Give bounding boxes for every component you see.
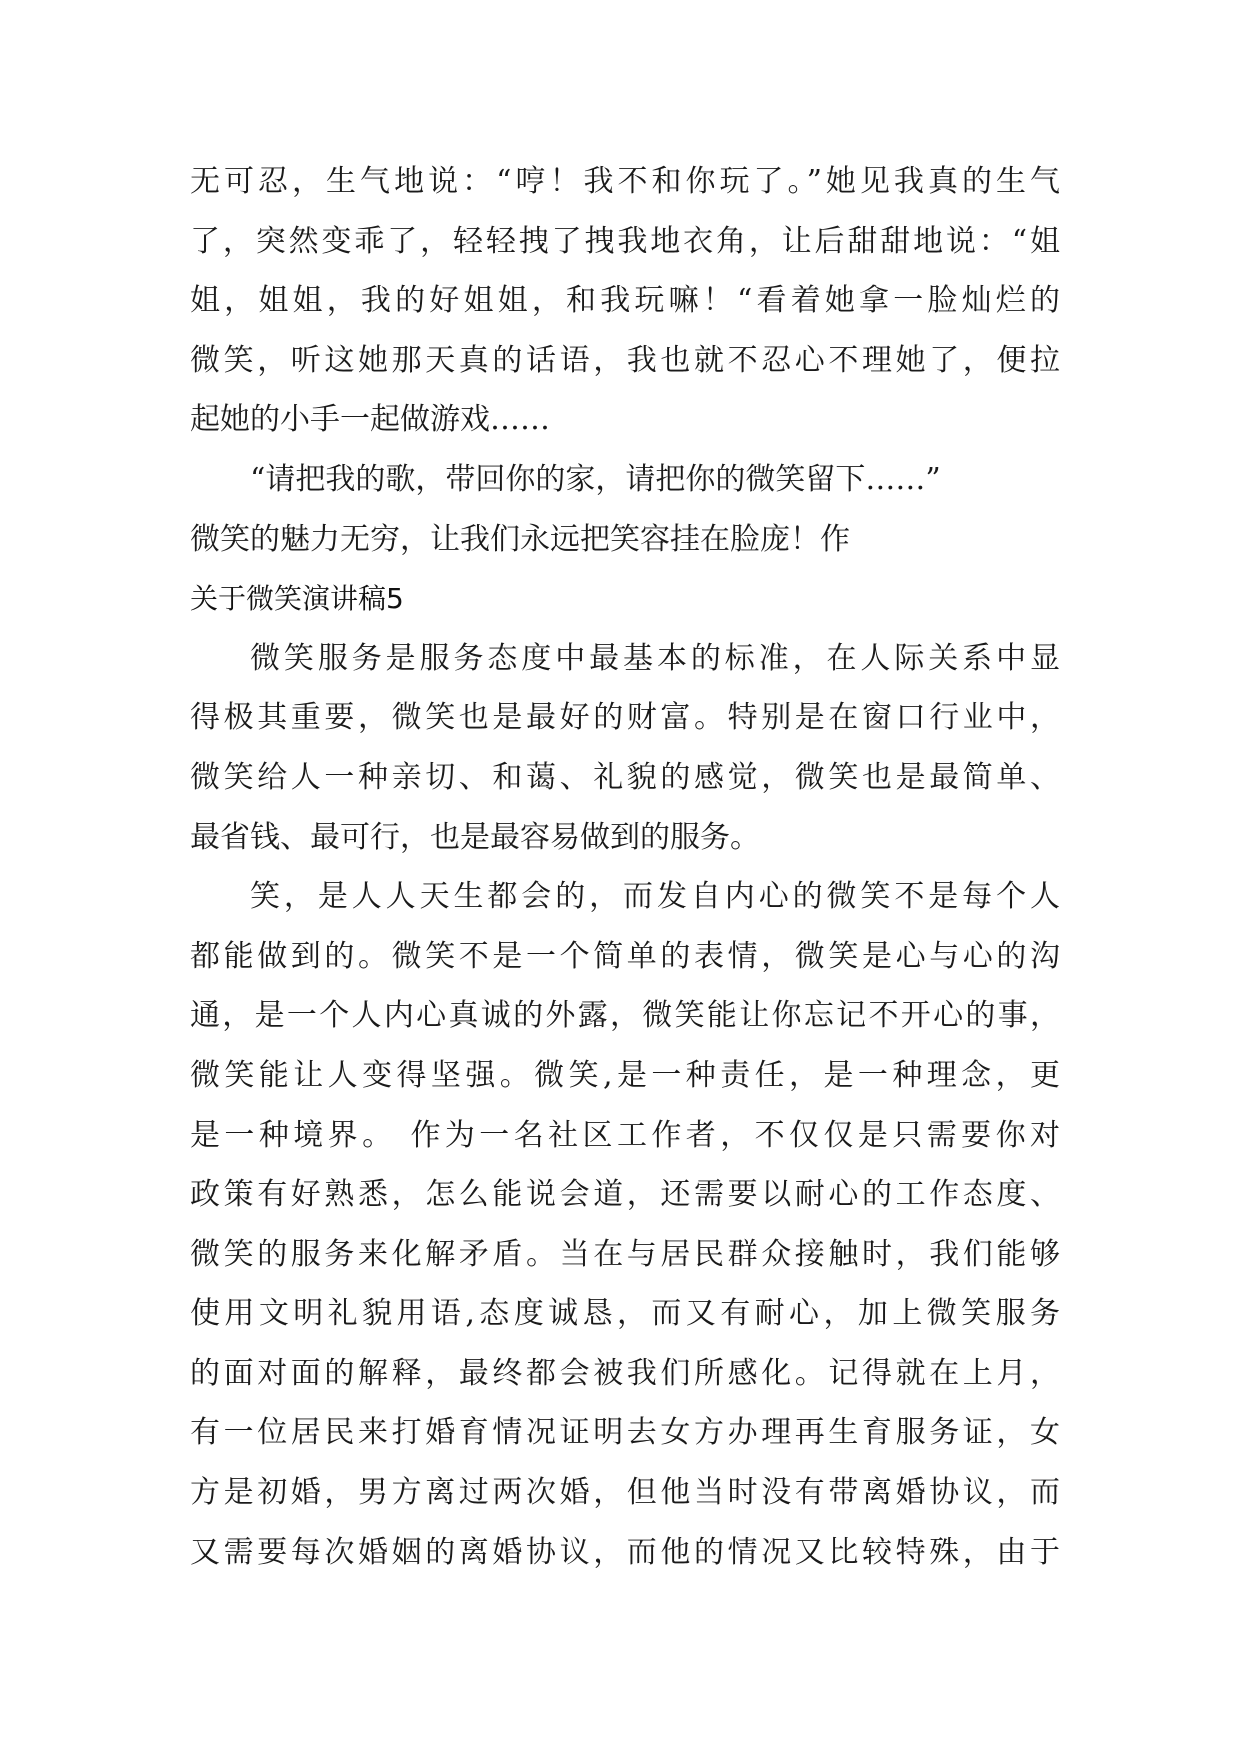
section-heading: 关于微笑演讲稿5 [190, 582, 404, 616]
text-line: 微笑的魅力无穷，让我们永远把笑容挂在脸庞！作 [190, 521, 850, 557]
document-body [190, 162, 1060, 1592]
text-line: 有一位居民来打婚育情况证明去女方办理再生育服务证，女 [190, 1415, 1060, 1451]
text-line: 微笑，听这她那天真的话语，我也就不忍心不理她了，便拉 [190, 342, 1060, 378]
text-line: 笑，是人人天生都会的，而发自内心的微笑不是每个人 [250, 879, 1060, 915]
text-line: 政策有好熟悉，怎么能说会道，还需要以耐心的工作态度、 [190, 1177, 1060, 1213]
text-line: 微笑给人一种亲切、和蔼、礼貌的感觉，微笑也是最简单、 [190, 759, 1060, 795]
text-line: 姐，姐姐，我的好姐姐，和我玩嘛！“看着她拿一脸灿烂的 [190, 283, 1060, 319]
text-line: 通，是一个人内心真诚的外露，微笑能让你忘记不开心的事， [190, 998, 1060, 1034]
text-line: 又需要每次婚姻的离婚协议，而他的情况又比较特殊，由于 [190, 1534, 1060, 1570]
text-line: 无可忍，生气地说：“哼！我不和你玩了。”她见我真的生气 [190, 164, 1060, 199]
text-line: 最省钱、最可行，也是最容易做到的服务。 [190, 819, 760, 855]
quote-line: “请把我的歌，带回你的家，请把你的微笑留下……” [250, 461, 941, 497]
text-line: 都能做到的。微笑不是一个简单的表情，微笑是心与心的沟 [190, 938, 1060, 974]
text-line: 了，突然变乖了，轻轻拽了拽我地衣角，让后甜甜地说：“姐 [190, 223, 1060, 259]
text-line: 微笑服务是服务态度中最基本的标准，在人际关系中显 [250, 640, 1060, 676]
text-line: 方是初婚，男方离过两次婚，但他当时没有带离婚协议，而 [190, 1475, 1060, 1511]
text-line: 得极其重要，微笑也是最好的财富。特别是在窗口行业中， [190, 700, 1060, 736]
text-line: 起她的小手一起做游戏…… [190, 402, 550, 438]
text-line: 使用文明礼貌用语,态度诚恳，而又有耐心，加上微笑服务 [190, 1296, 1060, 1332]
text-line: 的面对面的解释，最终都会被我们所感化。记得就在上月， [190, 1355, 1060, 1391]
text-line: 是一种境界。 作为一名社区工作者，不仅仅是只需要你对 [190, 1117, 1060, 1153]
text-line: 微笑能让人变得坚强。微笑,是一种责任，是一种理念，更 [190, 1057, 1060, 1093]
text-line: 微笑的服务来化解矛盾。当在与居民群众接触时，我们能够 [190, 1236, 1060, 1272]
